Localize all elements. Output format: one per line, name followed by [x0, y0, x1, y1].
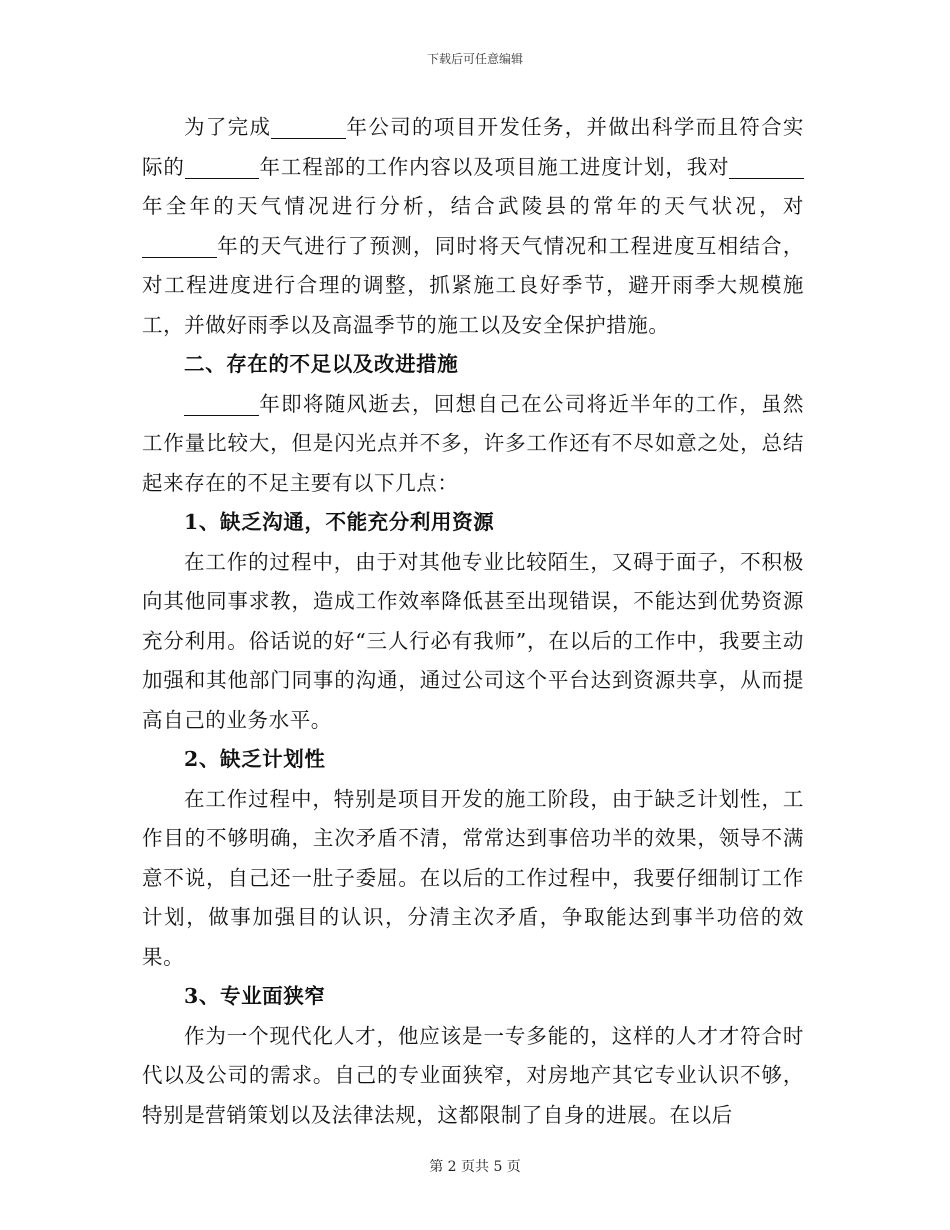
item-heading-1: 1、缺乏沟通，不能充分利用资源 [184, 510, 495, 534]
item-heading-2: 2、缺乏计划性 [184, 747, 326, 771]
intro-text-1: 为了完成 [184, 115, 272, 139]
item-paragraph-2: 在工作过程中，特别是项目开发的施工阶段，由于缺乏计划性，工作目的不够明确，主次矛盾不清，常常达到事倍功半的效果，领导不满意不说，自己还一肚子委屈。在以后的工作过程中，我要仔细制订工作计划，做事加强目的认识，分清主次矛盾，争取能达到事半功倍的效果。 [142, 786, 804, 969]
item-heading-3: 3、专业面狭窄 [184, 984, 326, 1008]
intro-paragraph [142, 108, 804, 345]
page-header: 下载后可任意编辑 [426, 52, 523, 66]
blank-field: ___ [729, 156, 804, 179]
intro-text-2: 年公司的项目开发任务，并做出科学而且符合实际的 [142, 115, 804, 179]
document-body [142, 108, 804, 1135]
section-heading: 二、存在的不足以及改进措施 [184, 352, 459, 376]
intro-text-5: 年的天气进行了预测，同时将天气情况和工程进度互相结合，对工程进度进行合理的调整，抓紧施工良好季节，避开雨季大规模施工，并做好雨季以及高温季节的施工以及安全保护措施。 [142, 233, 804, 337]
blank-field: ___ [142, 235, 217, 258]
item-paragraph-1: 在工作的过程中，由于对其他专业比较陌生，又碍于面子，不积极向其他同事求教，造成工作效率降低甚至出现错误，不能达到优势资源充分利用。俗话说的好“三人行必有我师”，在以后的工作中，我要主动加强和其他部门同事的沟通，通过公司这个平台达到资源共享，从而提高自己的业务水平。 [142, 549, 804, 732]
section-paragraph [142, 385, 804, 504]
item-paragraph-3: 作为一个现代化人才，他应该是一专多能的，这样的人才才符合时代以及公司的需求。自己的专业面狭窄，对房地产其它专业认识不够，特别是营销策划以及法律法规，这都限制了自身的进展。在以后 [142, 1023, 804, 1127]
blank-field: ___ [184, 393, 259, 416]
section-text: 年即将随风逝去，回想自己在公司将近半年的工作，虽然工作量比较大，但是闪光点并不多，许多工作还有不尽如意之处，总结起来存在的不足主要有以下几点： [142, 391, 804, 495]
intro-text-3: 年工程部的工作内容以及项目施工进度计划，我对 [259, 154, 730, 179]
blank-field: ___ [271, 116, 346, 139]
intro-text-4: 年全年的天气情况进行分析，结合武陵县的常年的天气状况，对 [142, 194, 804, 218]
page-number: 第 2 页共 5 页 [429, 1159, 521, 1175]
blank-field: ___ [185, 156, 260, 179]
